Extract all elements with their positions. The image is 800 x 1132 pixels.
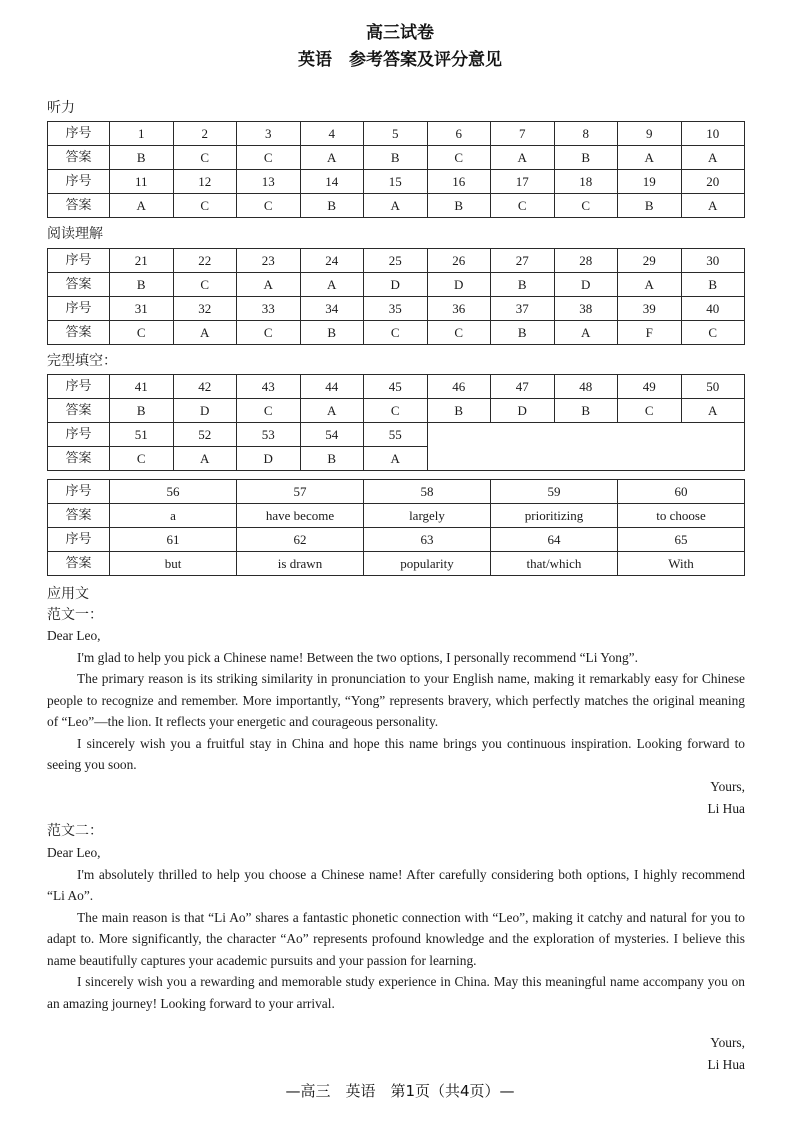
question-number-cell: 2	[173, 122, 237, 146]
answer-cell: popularity	[364, 552, 491, 576]
row-header-answer: 答案	[48, 552, 110, 576]
question-number-cell: 7	[491, 122, 555, 146]
answer-cell: C	[173, 273, 237, 297]
row-header-answer: 答案	[48, 146, 110, 170]
answer-cell: C	[173, 194, 237, 218]
question-number-cell: 17	[491, 170, 555, 194]
question-number-cell: 30	[681, 249, 745, 273]
answer-cell: but	[110, 552, 237, 576]
sample2-closing	[707, 1032, 745, 1075]
answer-cell: C	[237, 194, 301, 218]
question-number-cell: 39	[618, 297, 682, 321]
answer-cell: C	[110, 321, 174, 345]
row-header-seq: 序号	[48, 480, 110, 504]
question-number-cell: 3	[237, 122, 301, 146]
answer-cell: largely	[364, 504, 491, 528]
answer-cell: that/which	[491, 552, 618, 576]
question-number-cell: 28	[554, 249, 618, 273]
question-number-cell: 63	[364, 528, 491, 552]
question-number-cell: 32	[173, 297, 237, 321]
answer-cell: A	[681, 194, 745, 218]
question-number-cell: 49	[618, 375, 682, 399]
table-row	[48, 321, 745, 345]
question-number-cell: 48	[554, 375, 618, 399]
row-header-seq: 序号	[48, 375, 110, 399]
answer-cell: D	[491, 399, 555, 423]
table-row	[48, 552, 745, 576]
question-number-cell: 15	[364, 170, 428, 194]
answer-cell: B	[554, 399, 618, 423]
cloze-answer-table	[47, 374, 745, 471]
empty-area	[427, 423, 745, 471]
sample1-letter	[47, 625, 745, 776]
answer-cell: A	[681, 146, 745, 170]
table-row	[48, 122, 745, 146]
table-row	[48, 504, 745, 528]
answer-cell: D	[237, 447, 301, 471]
answer-cell: B	[364, 146, 428, 170]
question-number-cell: 52	[173, 423, 237, 447]
question-number-cell: 64	[491, 528, 618, 552]
row-header-answer: 答案	[48, 273, 110, 297]
answer-cell: F	[618, 321, 682, 345]
row-header-answer: 答案	[48, 194, 110, 218]
answer-cell: prioritizing	[491, 504, 618, 528]
question-number-cell: 13	[237, 170, 301, 194]
question-number-cell: 31	[110, 297, 174, 321]
row-header-answer: 答案	[48, 447, 110, 471]
answer-cell: B	[300, 321, 364, 345]
sample1-closing	[707, 776, 745, 819]
page-footer: —高三 英语 第1页（共4页）—	[285, 1082, 515, 1100]
table-row	[48, 249, 745, 273]
question-number-cell: 11	[110, 170, 174, 194]
question-number-cell: 62	[237, 528, 364, 552]
answer-cell: A	[300, 399, 364, 423]
answer-cell: C	[618, 399, 682, 423]
row-header-seq: 序号	[48, 170, 110, 194]
question-number-cell: 51	[110, 423, 174, 447]
row-header-seq: 序号	[48, 249, 110, 273]
question-number-cell: 21	[110, 249, 174, 273]
row-header-seq: 序号	[48, 297, 110, 321]
grammar-answer-table	[47, 479, 745, 576]
answer-cell: D	[427, 273, 491, 297]
answer-cell: D	[173, 399, 237, 423]
sample1-closing-word: Yours,	[710, 779, 745, 794]
answer-cell: C	[237, 399, 301, 423]
row-header-answer: 答案	[48, 321, 110, 345]
sample2-letter	[47, 842, 745, 1014]
section-label-reading: 阅读理解	[47, 226, 103, 242]
answer-cell: to choose	[618, 504, 745, 528]
row-header-seq: 序号	[48, 528, 110, 552]
question-number-cell: 44	[300, 375, 364, 399]
question-number-cell: 33	[237, 297, 301, 321]
answer-cell: C	[427, 146, 491, 170]
answer-cell: B	[491, 321, 555, 345]
question-number-cell: 55	[364, 423, 428, 447]
answer-cell: B	[300, 447, 364, 471]
answer-cell: B	[427, 399, 491, 423]
answer-cell: B	[110, 146, 174, 170]
sample1-greeting: Dear Leo,	[47, 628, 101, 643]
answer-cell: A	[364, 447, 428, 471]
question-number-cell: 1	[110, 122, 174, 146]
answer-cell: D	[364, 273, 428, 297]
answer-cell: a	[110, 504, 237, 528]
question-number-cell: 43	[237, 375, 301, 399]
question-number-cell: 40	[681, 297, 745, 321]
table-row	[48, 146, 745, 170]
answer-cell: A	[300, 146, 364, 170]
question-number-cell: 57	[237, 480, 364, 504]
question-number-cell: 41	[110, 375, 174, 399]
question-number-cell: 61	[110, 528, 237, 552]
question-number-cell: 26	[427, 249, 491, 273]
question-number-cell: 37	[491, 297, 555, 321]
answer-cell: A	[554, 321, 618, 345]
question-number-cell: 45	[364, 375, 428, 399]
question-number-cell: 34	[300, 297, 364, 321]
row-header-seq: 序号	[48, 423, 110, 447]
section-label-listening: 听力	[47, 100, 75, 116]
answer-cell: B	[491, 273, 555, 297]
table-row	[48, 170, 745, 194]
answer-cell: A	[618, 273, 682, 297]
answer-cell: B	[681, 273, 745, 297]
question-number-cell: 47	[491, 375, 555, 399]
exam-subtitle: 英语 参考答案及评分意见	[298, 50, 502, 70]
table-row	[48, 423, 745, 447]
question-number-cell: 60	[618, 480, 745, 504]
row-header-answer: 答案	[48, 504, 110, 528]
reading-answer-table	[47, 248, 745, 345]
question-number-cell: 9	[618, 122, 682, 146]
question-number-cell: 18	[554, 170, 618, 194]
answer-cell: C	[554, 194, 618, 218]
answer-cell: With	[618, 552, 745, 576]
question-number-cell: 10	[681, 122, 745, 146]
table-row	[48, 399, 745, 423]
question-number-cell: 54	[300, 423, 364, 447]
answer-cell: C	[364, 321, 428, 345]
answer-cell: C	[237, 146, 301, 170]
answer-cell: A	[110, 194, 174, 218]
sample2-signature: Li Hua	[707, 1056, 745, 1072]
table-row	[48, 480, 745, 504]
question-number-cell: 36	[427, 297, 491, 321]
answer-cell: B	[110, 273, 174, 297]
question-number-cell: 46	[427, 375, 491, 399]
question-number-cell: 8	[554, 122, 618, 146]
question-number-cell: 38	[554, 297, 618, 321]
sample1-paragraph: I'm glad to help you pick a Chinese name! Between the two options, I personally recommend “Li Yong”.	[77, 649, 638, 665]
question-number-cell: 24	[300, 249, 364, 273]
question-number-cell: 35	[364, 297, 428, 321]
answer-cell: C	[427, 321, 491, 345]
answer-cell: A	[300, 273, 364, 297]
sample2-paragraph: I sincerely wish you a rewarding and memorable study experience in China. May this meaningful name accompany you on an amazing journey! Looking forward to your arrival.	[47, 974, 745, 1011]
sample2-paragraph: I'm absolutely thrilled to help you choose a Chinese name! After carefully considering both options, I highly recommend “Li Ao”.	[47, 866, 745, 903]
question-number-cell: 27	[491, 249, 555, 273]
table-row	[48, 194, 745, 218]
sample1-paragraph: I sincerely wish you a fruitful stay in China and hope this name brings you continuous inspiration. Looking forward to seeing you soon.	[47, 735, 745, 772]
table-row	[48, 273, 745, 297]
question-number-cell: 25	[364, 249, 428, 273]
question-number-cell: 50	[681, 375, 745, 399]
table-row	[48, 297, 745, 321]
question-number-cell: 23	[237, 249, 301, 273]
question-number-cell: 16	[427, 170, 491, 194]
question-number-cell: 53	[237, 423, 301, 447]
answer-cell: C	[364, 399, 428, 423]
answer-cell: A	[173, 321, 237, 345]
answer-cell: A	[491, 146, 555, 170]
exam-title: 高三试卷	[366, 23, 434, 43]
question-number-cell: 65	[618, 528, 745, 552]
question-number-cell: 6	[427, 122, 491, 146]
answer-cell: A	[364, 194, 428, 218]
answer-cell: C	[491, 194, 555, 218]
answer-cell: B	[618, 194, 682, 218]
section-label-writing: 应用文	[47, 586, 89, 602]
row-header-answer: 答案	[48, 399, 110, 423]
question-number-cell: 14	[300, 170, 364, 194]
sample2-closing-word: Yours,	[710, 1035, 745, 1050]
question-number-cell: 12	[173, 170, 237, 194]
answer-cell: A	[618, 146, 682, 170]
table-row	[48, 375, 745, 399]
sample1-paragraph: The primary reason is its striking similarity in pronunciation to your English name, making it remarkably easy for Chinese people to recognize and remember. More importantly, “Yong” represents bravery, which perfectly matches the original meaning of “Leo”—the lion. It reflects your energetic and courageous personality.	[47, 671, 745, 729]
question-number-cell: 56	[110, 480, 237, 504]
question-number-cell: 4	[300, 122, 364, 146]
answer-cell: have become	[237, 504, 364, 528]
section-label-cloze: 完型填空：	[47, 353, 117, 369]
answer-cell: A	[681, 399, 745, 423]
answer-cell: C	[681, 321, 745, 345]
answer-cell: B	[110, 399, 174, 423]
row-header-seq: 序号	[48, 122, 110, 146]
answer-cell: C	[173, 146, 237, 170]
question-number-cell: 58	[364, 480, 491, 504]
answer-cell: is drawn	[237, 552, 364, 576]
answer-cell: C	[237, 321, 301, 345]
question-number-cell: 59	[491, 480, 618, 504]
question-number-cell: 19	[618, 170, 682, 194]
answer-cell: A	[237, 273, 301, 297]
answer-cell: B	[300, 194, 364, 218]
question-number-cell: 29	[618, 249, 682, 273]
sample2-label: 范文二：	[47, 823, 103, 839]
table-row	[48, 528, 745, 552]
answer-cell: C	[110, 447, 174, 471]
answer-cell: B	[554, 146, 618, 170]
sample1-signature: Li Hua	[707, 800, 745, 816]
sample2-greeting: Dear Leo,	[47, 845, 101, 860]
question-number-cell: 20	[681, 170, 745, 194]
listening-answer-table	[47, 121, 745, 218]
question-number-cell: 42	[173, 375, 237, 399]
answer-cell: A	[173, 447, 237, 471]
answer-cell: B	[427, 194, 491, 218]
question-number-cell: 5	[364, 122, 428, 146]
sample1-label: 范文一：	[47, 607, 103, 623]
answer-cell: D	[554, 273, 618, 297]
sample2-paragraph: The main reason is that “Li Ao” shares a fantastic phonetic connection with “Leo”, making it catchy and natural for you to adapt to. More significantly, the character “Ao” represents profound knowledge and the exploration of mysteries. I believe this name beautifully captures your academic pursuits and your passion for learning.	[47, 909, 745, 968]
question-number-cell: 22	[173, 249, 237, 273]
